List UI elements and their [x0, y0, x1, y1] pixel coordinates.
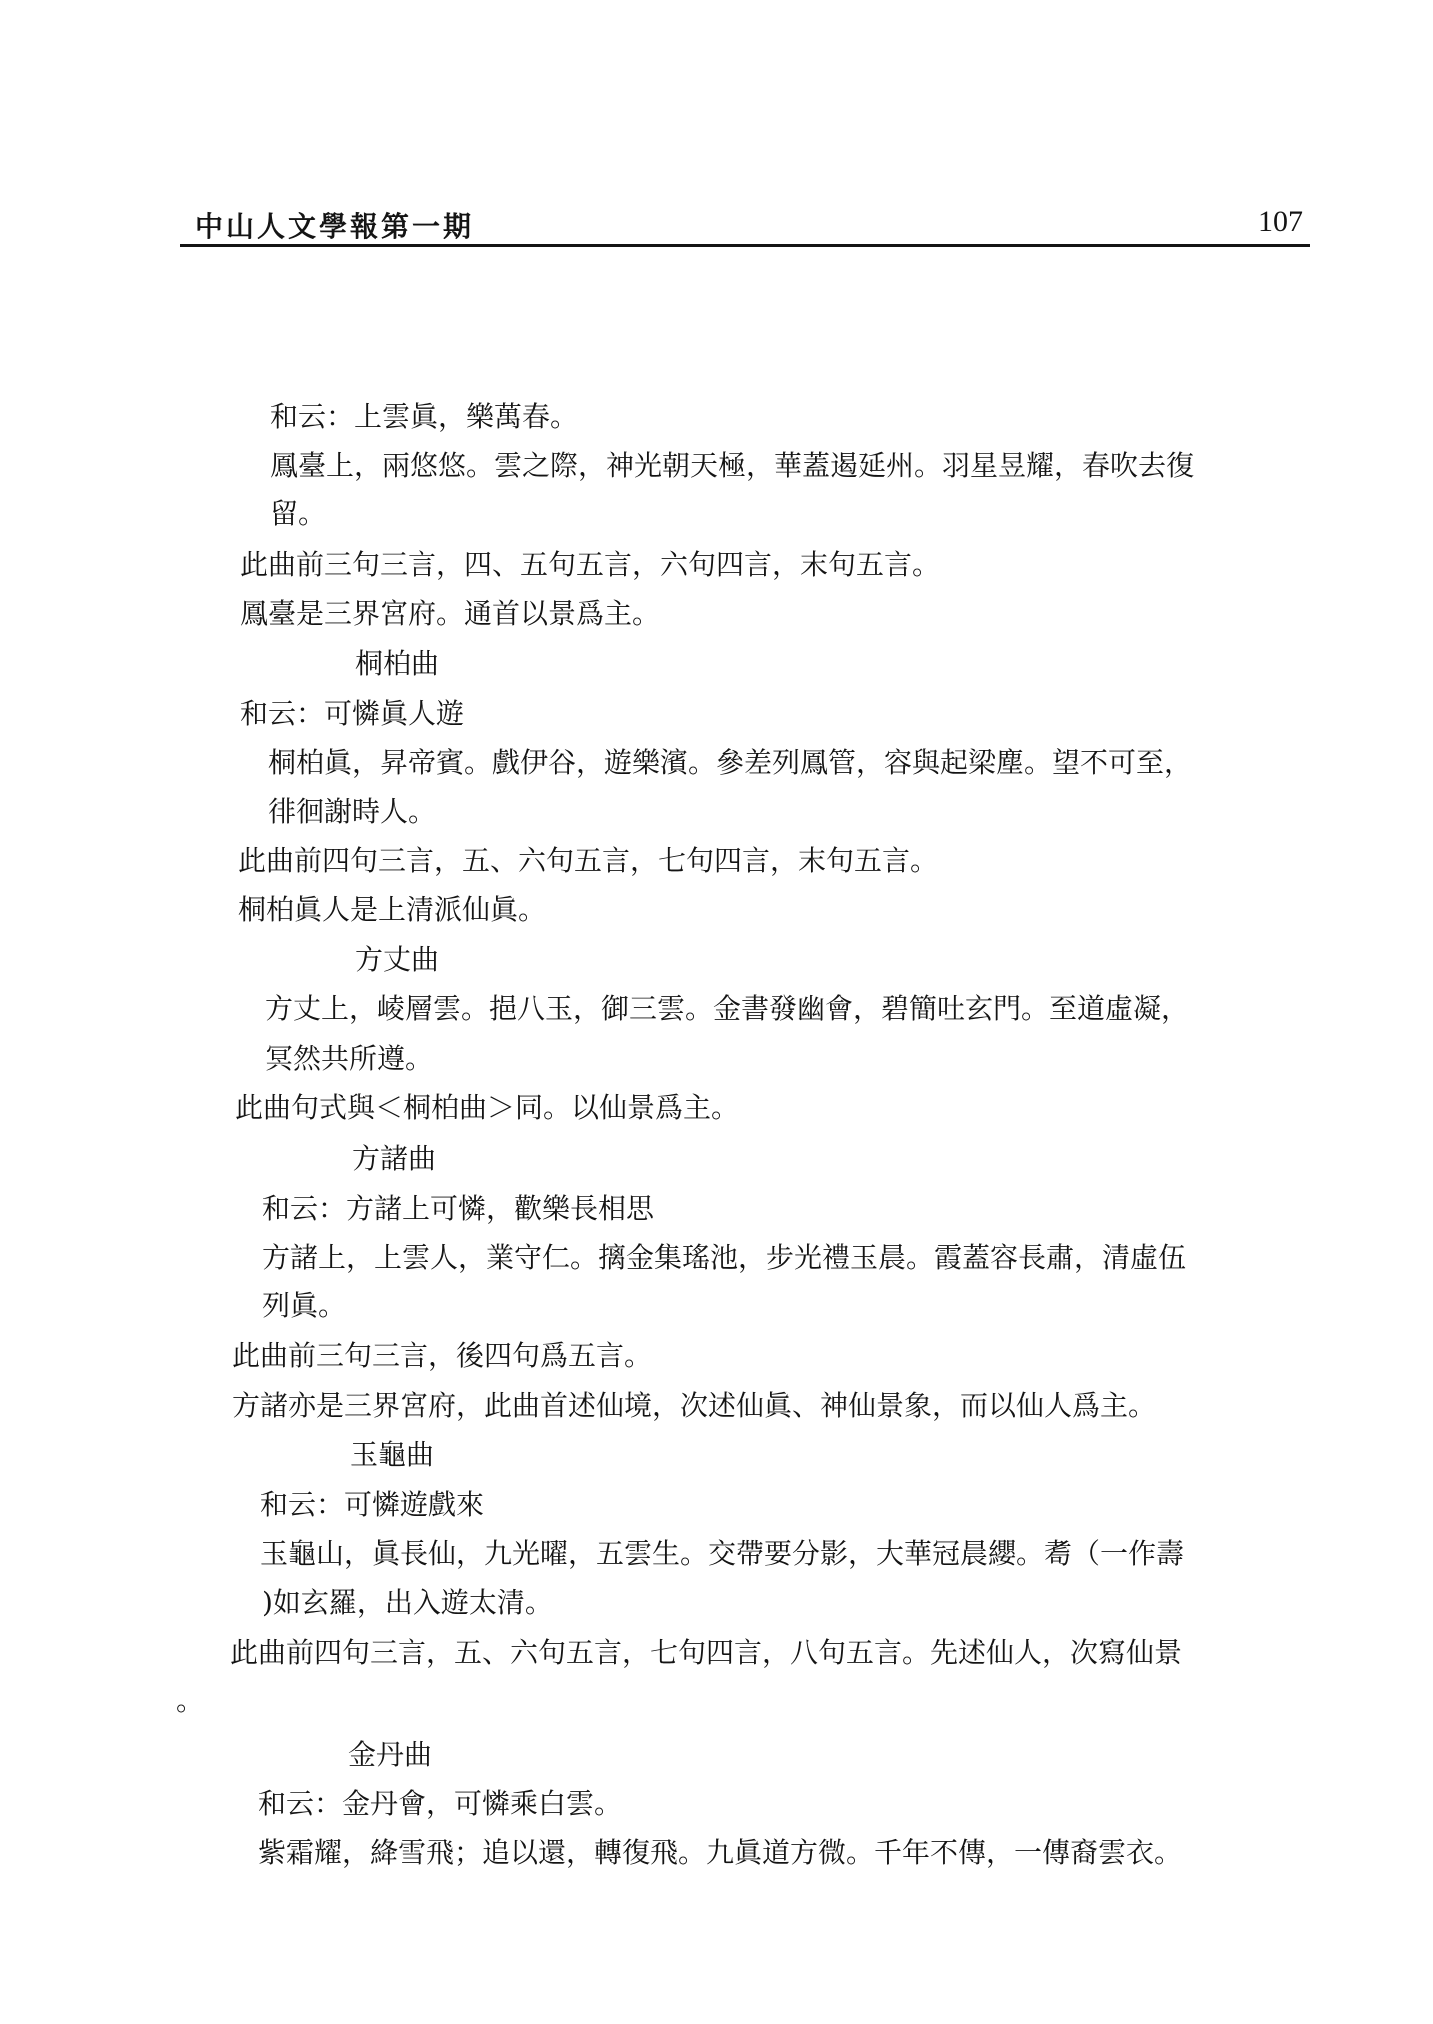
- text-line: 紫霜耀，絳雪飛；追以還，轉復飛。九眞道方微。千年不傳，一傳裔雲衣。: [258, 1836, 1183, 1869]
- text-line: 方諸上，上雲人，業守仁。摛金集瑤池，步光禮玉晨。霞蓋容長肅，清虛伍: [262, 1241, 1187, 1274]
- text-line: 此曲前四句三言，五、六句五言，七句四言，末句五言。: [238, 844, 939, 877]
- text-line: )如玄羅，出入遊太清。: [262, 1586, 553, 1619]
- text-line: 鳳臺是三界宮府。通首以景爲主。: [240, 597, 661, 630]
- text-line: 方丈上，崚層雲。挹八玉，御三雲。金書發幽會，碧簡吐玄門。至道虛凝，: [265, 992, 1190, 1025]
- section-heading: 玉龜曲: [350, 1438, 435, 1471]
- text-line: 和云：可憐遊戲來: [260, 1488, 485, 1521]
- text-line: 和云：可憐眞人遊: [240, 697, 465, 730]
- text-line: 此曲前三句三言，後四句爲五言。: [232, 1339, 653, 1372]
- text-line: 此曲前三句三言，四、五句五言，六句四言，末句五言。: [240, 548, 941, 581]
- text-line: 方諸亦是三界宮府，此曲首述仙境，次述仙眞、神仙景象，而以仙人爲主。: [232, 1389, 1157, 1422]
- journal-title: 中山人文學報第一期: [195, 210, 475, 243]
- text-line: 和云：上雲眞，樂萬春。: [270, 400, 579, 433]
- text-line: 此曲句式與＜桐柏曲＞同。以仙景爲主。: [235, 1091, 740, 1124]
- header-rule: [180, 244, 1310, 247]
- text-line: 留。: [270, 497, 327, 530]
- page-number: 107: [1258, 205, 1303, 238]
- section-heading: 桐柏曲: [355, 647, 440, 680]
- section-heading: 方諸曲: [352, 1142, 437, 1175]
- text-line: 鳳臺上，兩悠悠。雲之際，神光朝天極，華蓋遏延州。羽星昱耀，春吹去復: [270, 449, 1195, 482]
- text-line: 和云：方諸上可憐，歡樂長相思: [262, 1192, 655, 1225]
- section-heading: 金丹曲: [348, 1738, 433, 1771]
- section-heading: 方丈曲: [355, 943, 440, 976]
- text-line: 桐柏眞，昇帝賓。戲伊谷，遊樂濱。參差列鳳管，容與起梁塵。望不可至，: [268, 746, 1193, 779]
- text-line: 冥然共所遵。: [265, 1042, 434, 1075]
- text-line: 玉龜山，眞長仙，九光曜，五雲生。交帶要分影，大華冠晨纓。耈（一作壽: [260, 1537, 1185, 1570]
- text-line: 桐柏眞人是上清派仙眞。: [238, 893, 547, 926]
- text-line: 。: [176, 1684, 205, 1717]
- text-line: 徘徊謝時人。: [268, 795, 437, 828]
- text-line: 此曲前四句三言，五、六句五言，七句四言，八句五言。先述仙人，次寫仙景: [230, 1636, 1183, 1669]
- text-line: 列眞。: [262, 1289, 347, 1322]
- text-line: 和云：金丹會，可憐乘白雲。: [258, 1787, 623, 1820]
